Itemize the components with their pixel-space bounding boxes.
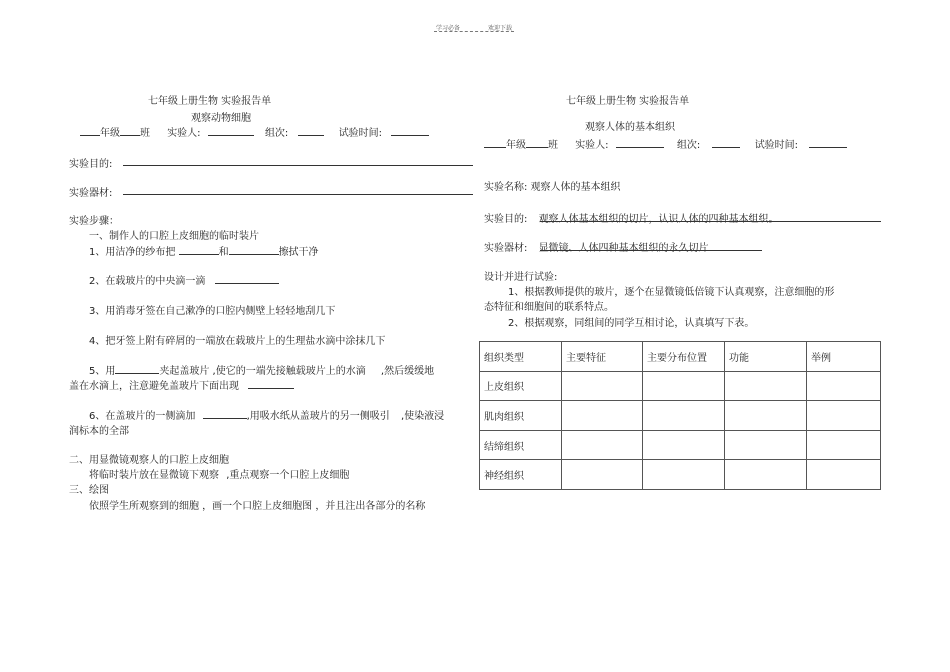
step-1-1 <box>89 243 319 258</box>
step-1-3: 3、用消毒牙签在自己漱净的口腔内侧壁上轻轻地刮几下 <box>89 306 336 317</box>
right-purpose-row <box>484 210 779 225</box>
step-1-2-text: 2、在载玻片的中央滴一滴 <box>89 276 206 287</box>
table-header-cell: 主要分布位置 <box>643 342 725 372</box>
left-purpose-line <box>123 165 473 166</box>
right-purpose-line <box>540 221 881 222</box>
blank <box>115 362 159 374</box>
design-step-1: 1、根据教师提供的玻片，逐个在显微镜低倍镜下认真观察，注意细胞的形 <box>508 287 835 298</box>
left-purpose-label: 实验目的: <box>69 159 113 170</box>
left-info-row <box>80 124 429 139</box>
table-cell[interactable] <box>725 430 807 460</box>
table-header-cell: 主要特征 <box>562 342 643 372</box>
header-divider <box>434 31 514 32</box>
time-label: 试验时间: <box>338 128 383 139</box>
table-cell[interactable] <box>562 401 643 431</box>
table-row <box>480 430 881 460</box>
row-label: 上皮组织 <box>480 371 562 401</box>
experimenter-label: 实验人: <box>575 140 609 151</box>
grade-label: 年级 <box>100 128 120 139</box>
grade-label: 年级 <box>506 140 526 151</box>
step-1-5-text-c: ,然后缓缓地 <box>380 366 435 377</box>
table-header-row <box>480 342 881 372</box>
table-header-cell: 功能 <box>725 342 807 372</box>
step-3-1: 依照学生所观察到的细胞 ，画一个口腔上皮细胞图 ，并且注出各部分的名称 <box>89 501 426 512</box>
table-cell[interactable] <box>562 430 643 460</box>
table-cell[interactable] <box>643 430 725 460</box>
table-header-cell: 组织类型 <box>480 342 562 372</box>
right-subtitle: 观察人体的基本组织 <box>585 122 675 133</box>
time-blank <box>391 124 429 136</box>
step-1-6-cont: 润标本的全部 <box>69 426 129 437</box>
step-2-1 <box>89 466 349 481</box>
right-equip-line <box>540 250 762 251</box>
left-equipment-label: 实验器材: <box>69 188 113 199</box>
header-left: 学习必备 <box>436 25 461 32</box>
table-row <box>480 460 881 490</box>
experimenter-label: 实验人: <box>167 128 201 139</box>
step-2-heading: 二、用显微镜观察人的口腔上皮细胞 <box>69 455 229 466</box>
step-1-4: 4、把牙签上附有碎屑的一端放在载玻片上的生理盐水滴中涂抹几下 <box>89 336 386 347</box>
step-1-2 <box>89 272 279 287</box>
experimenter-blank <box>616 136 664 148</box>
group-blank <box>712 136 740 148</box>
table-cell[interactable] <box>725 460 807 490</box>
blank <box>248 377 294 389</box>
step-2-1-text-a: 将临时装片放在显微镜下观察 <box>89 470 219 481</box>
table-header-cell: 举例 <box>807 342 881 372</box>
row-label: 肌肉组织 <box>480 401 562 431</box>
table-cell[interactable] <box>562 460 643 490</box>
table-cell[interactable] <box>725 401 807 431</box>
table-cell[interactable] <box>807 401 881 431</box>
step-1-1-text-c: 擦拭干净 <box>278 247 319 258</box>
step-2-1-text-b: ,重点观察一个口腔上皮细胞 <box>226 470 350 481</box>
step-3-heading: 三、绘图 <box>69 485 109 496</box>
step-1-1-text-b: 和 <box>218 247 229 258</box>
right-purpose-label: 实验目的: <box>484 214 528 225</box>
blank <box>215 272 279 284</box>
step-1-5 <box>89 362 434 377</box>
class-label: 班 <box>548 140 558 151</box>
design-step-1-cont: 态特征和细胞间的联系特点。 <box>484 302 614 313</box>
blank <box>229 243 279 255</box>
table-row <box>480 371 881 401</box>
group-blank <box>298 124 324 136</box>
step-1-5-text-d: 盖在水滴上，注意避免盖玻片下面出现 <box>69 381 239 392</box>
group-label: 组次: <box>264 128 289 139</box>
table-cell[interactable] <box>643 460 725 490</box>
experimenter-blank <box>208 124 254 136</box>
left-title: 七年级上册生物 实验报告单 <box>148 96 272 107</box>
table-cell[interactable] <box>643 371 725 401</box>
right-equip-label: 实验器材: <box>484 243 528 254</box>
group-label: 组次: <box>676 140 701 151</box>
right-equip-value: 显微镜、人体四种基本组织的永久切片 <box>538 243 709 254</box>
time-label: 试验时间: <box>754 140 799 151</box>
grade-blank <box>484 136 506 148</box>
left-subtitle: 观察动物细胞 <box>191 113 251 124</box>
table-cell[interactable] <box>643 401 725 431</box>
right-experiment-name: 实验名称: 观察人体的基本组织 <box>484 182 621 193</box>
grade-blank <box>80 124 100 136</box>
step-1-1-text-a: 1、用洁净的纱布把 <box>89 247 176 258</box>
class-blank <box>526 136 548 148</box>
blank <box>203 407 247 419</box>
right-title: 七年级上册生物 实验报告单 <box>566 96 690 107</box>
table-cell[interactable] <box>807 460 881 490</box>
header-right: 欢迎下载 <box>488 25 513 32</box>
right-equip-row <box>484 239 709 254</box>
step-1-6-text-a: 6、在盖玻片的一侧滴加 <box>89 411 196 422</box>
table-cell[interactable] <box>562 371 643 401</box>
step-1-6 <box>89 407 444 422</box>
step-1-heading: 一、制作人的口腔上皮细胞的临时装片 <box>89 231 259 242</box>
row-label: 结缔组织 <box>480 430 562 460</box>
design-heading: 设计并进行试验: <box>484 272 558 283</box>
table-cell[interactable] <box>807 371 881 401</box>
class-label: 班 <box>140 128 150 139</box>
step-1-5-text-b: 夹起盖玻片 ,使它的一端先接触载玻片上的水滴 <box>159 366 366 377</box>
time-blank <box>809 136 847 148</box>
right-purpose-value: 观察人体基本组织的切片，认识人体的四种基本组织。 <box>538 214 779 225</box>
table-row <box>480 401 881 431</box>
tissue-table <box>479 341 881 490</box>
right-info-row <box>484 136 847 151</box>
steps-title: 实验步骤： <box>69 216 119 227</box>
row-label: 神经组织 <box>480 460 562 490</box>
blank <box>179 243 219 255</box>
step-1-5-cont <box>69 377 294 392</box>
step-1-5-text-a: 5、用 <box>89 366 116 377</box>
class-blank <box>120 124 140 136</box>
design-step-2: 2、根据观察，同组间的同学互相讨论，认真填写下表。 <box>508 318 755 329</box>
table-cell[interactable] <box>725 371 807 401</box>
left-equipment-line <box>123 194 473 195</box>
step-1-6-text-b: ,用吸水纸从盖玻片的另一侧吸引 <box>246 411 390 422</box>
step-1-6-text-c: ,使染液浸 <box>400 411 445 422</box>
table-cell[interactable] <box>807 430 881 460</box>
